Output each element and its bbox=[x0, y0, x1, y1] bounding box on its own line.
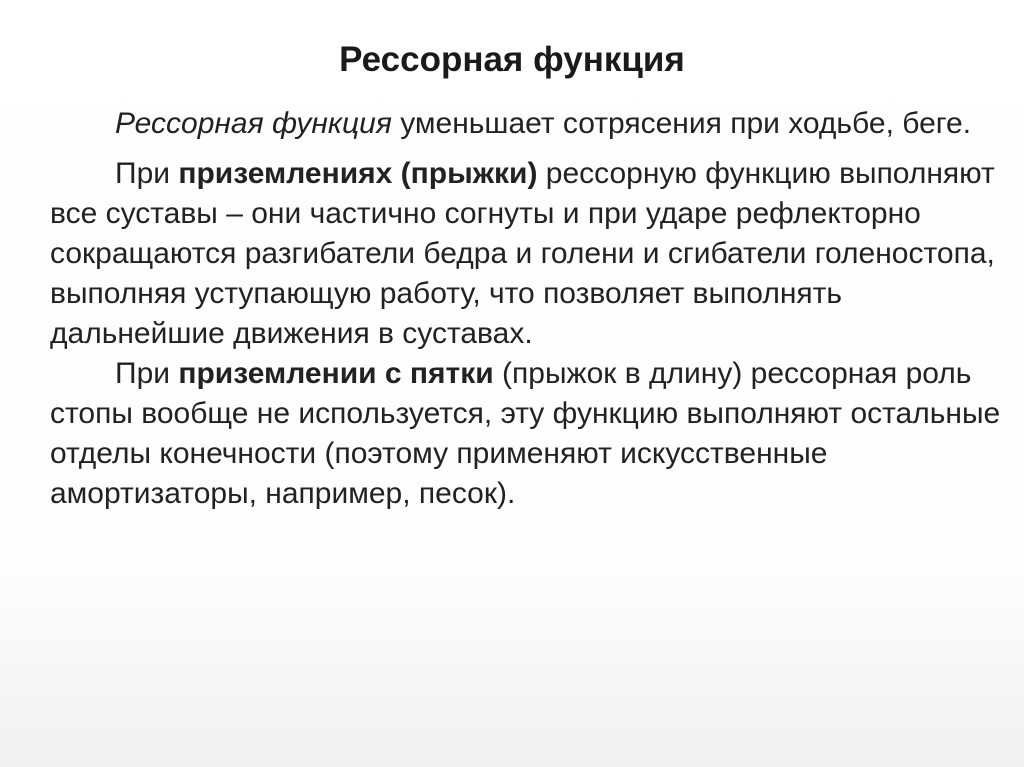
paragraph-lead: При bbox=[115, 357, 179, 390]
paragraph-text: уменьшает сотрясения при ходьбе, беге. bbox=[391, 107, 972, 140]
bold-term: приземлении с пятки bbox=[178, 357, 494, 390]
paragraph-lead: При bbox=[115, 157, 179, 190]
paragraph-text: (прыжок в длину) рессорная роль стопы вообще не используется, эту функцию выполняют остальные отделы конечности (поэтому применяют искусственные амортизаторы, например, песок). bbox=[50, 357, 1001, 510]
slide-body bbox=[50, 104, 1010, 514]
paragraph-text: рессорную функцию выполняют все суставы – они частично согнуты и при ударе рефлекторно сокращаются разгибатели бедра и голени и сгибатели голеностопа, выполняя уступающую работу, что позволяет выполнять дальнейшие движения в суставах. bbox=[50, 157, 995, 350]
slide-title: Рессорная функция bbox=[339, 40, 685, 79]
bold-term: приземлениях (прыжки) bbox=[178, 157, 538, 190]
italic-term: Рессорная функция bbox=[115, 107, 392, 140]
paragraph-heel-landing bbox=[50, 354, 1010, 514]
paragraph-landing-jumps bbox=[50, 154, 1010, 354]
paragraph-definition bbox=[50, 104, 1010, 144]
